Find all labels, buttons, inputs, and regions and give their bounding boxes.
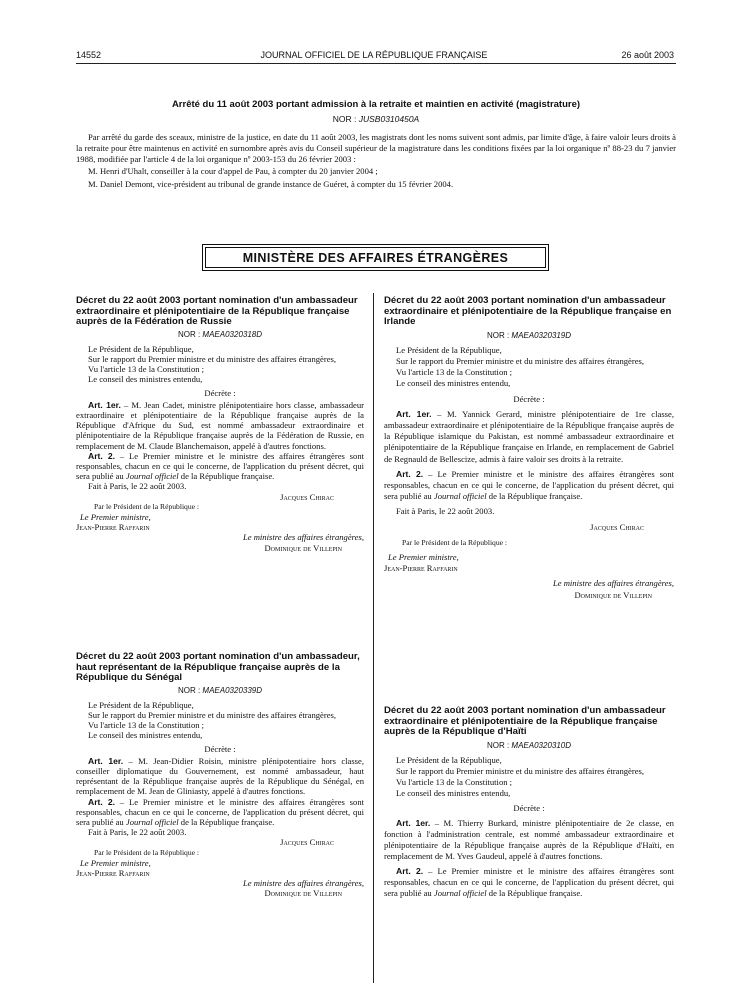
decree-text: Le conseil des ministres entendu, [396,378,511,389]
journal-title: JOURNAL OFFICIEL DE LA RÉPUBLIQUE FRANÇAISE [260,50,488,60]
article-1: Art. 1er. – M. Thierry Burkard, ministre plénipotentiaire de 2e classe, en fonction à l'administration centrale, est nommé ambassadeur extraordinaire et plénipotentiaire de la République française auprès de la République d'Haïti, en remplacement de M. Yves Gaudeul, appelé à d'autres fonctions. [384,817,674,861]
decree-text: Vu l'article 13 de la Constitution ; [396,776,513,787]
ministre-label: Le ministre des affaires étrangères, [552,578,674,589]
premier-ministre-name: Jean-Pierre Raffarin [384,563,458,574]
decree-title: Décret du 22 août 2003 portant nomination d'un ambassadeur extraordinaire et plénipotentiaire de la République française auprès de la Fédération de Russie [76,295,358,327]
arrete-nor: NOR : JUSB0310450A [332,114,420,124]
decree-nor: NOR : MAEA0320339D [177,685,263,695]
decree-title: Décret du 22 août 2003 portant nomination d'un ambassadeur extraordinaire et plénipotentiaire de la République française en Irlande [384,295,672,327]
decree-text: Le conseil des ministres entendu, [88,374,203,385]
ministre-label: Le ministre des affaires étrangères, [242,878,364,889]
decree-date: Fait à Paris, le 22 août 2003. [88,827,187,838]
article-2: Art. 2. – Le Premier ministre et le ministre des affaires étrangères sont responsables, chacun en ce qui le concerne, de l'application du présent décret, qui sera publié au Journal officiel de la République française. [76,796,365,827]
decree-nor: NOR : MAEA0320310D [486,740,572,750]
signature-president: Jacques Chirac [590,521,644,532]
decree-text: Le Président de la République, [88,699,194,710]
decree-text: Sur le rapport du Premier ministre et du ministre des affaires étrangères, [396,765,645,776]
decrete-label: Décrète : [513,802,545,813]
par-le-president: Par le Président de la République : [94,501,200,511]
article-2: Art. 2. – Le Premier ministre et le ministre des affaires étrangères sont responsables, chacun en ce qui le concerne, de l'application du présent décret, qui sera publié au Journal officiel de la République française. [384,468,675,502]
premier-ministre-name: Jean-Pierre Raffarin [76,867,150,878]
premier-ministre-label: Le Premier ministre, [388,551,459,562]
decree-text: Vu l'article 13 de la Constitution ; [396,367,513,378]
decree-irlande [384,296,674,601]
ministry-title: MINISTÈRE DES AFFAIRES ÉTRANGÈRES [205,247,546,268]
article-1: Art. 1er. – M. Jean Cadet, ministre plénipotentiaire hors classe, ambassadeur extraordinaire et plénipotentiaire de la République française auprès de la République d'Afrique du Sud, est nommé ambassadeur extraordinaire et plénipotentiaire de la République française auprès de la Fédération de Russie, en remplacement de M. Claude Blanchemaison, appelé à d'autres fonctions. [76,399,364,451]
decree-text: Vu l'article 13 de la Constitution ; [88,720,205,731]
article-1: Art. 1er. – M. Jean-Didier Roisin, ministre plénipotentiaire hors classe, conseiller diplomatique du Gouvernement, est nommé ambassadeur, haut représentant de la République française auprès de la République du Sénégal, en remplacement de M. Jean de Gliniasty, appelé à d'autres fonctions. [76,755,364,797]
decree-text: Le Président de la République, [396,344,502,355]
arrete-paragraph: M. Henri d'Uhalt, conseiller à la cour d'appel de Pau, à compter du 20 janvier 2004 ; [88,166,378,177]
par-le-president: Par le Président de la République : [402,537,508,547]
header-rule [76,63,676,64]
signature-president: Jacques Chirac [280,837,334,848]
premier-ministre-label: Le Premier ministre, [80,857,151,868]
premier-ministre-label: Le Premier ministre, [80,511,151,522]
decree-text: Vu l'article 13 de la Constitution ; [88,364,205,375]
ministre-name: Dominique de Villepin [574,589,652,600]
decree-text: Le conseil des ministres entendu, [396,787,511,798]
decree-text: Sur le rapport du Premier ministre et du ministre des affaires étrangères, [88,353,337,364]
decree-date: Fait à Paris, le 22 août 2003. [88,481,187,492]
arrete-paragraph: Par arrêté du garde des sceaux, ministre de la justice, en date du 11 août 2003, les magistrats dont les noms suivent sont admis, par limite d'âge, à faire valoir leurs droits à la retraite pour être maintenus en activité en surnombre après avis du Conseil supérieur de la magistrature dans les conditions fixées par la loi organique nº 88-23 du 7 janvier 1988, modifiée par l'article 4 de la loi organique nº 2003-153 du 26 février 2003 : [76,132,676,164]
decree-text: Sur le rapport du Premier ministre et du ministre des affaires étrangères, [88,709,337,720]
arrete-paragraph: M. Daniel Demont, vice-président au tribunal de grande instance de Guéret, à compter du 15 février 2004. [88,179,454,190]
decree-haiti [384,706,674,899]
arrete-title: Arrêté du 11 août 2003 portant admission à la retraite et maintien en activité (magistrature) [171,99,581,110]
decree-title: Décret du 22 août 2003 portant nomination d'un ambassadeur extraordinaire et plénipotentiaire de la République française auprès de la République d'Haïti [384,705,666,737]
decree-title: Décret du 22 août 2003 portant nomination d'un ambassadeur, haut représentant de la République française auprès de la République du Sénégal [76,651,360,683]
decree-text: Le conseil des ministres entendu, [88,730,203,741]
decrete-label: Décrète : [204,387,236,398]
premier-ministre-name: Jean-Pierre Raffarin [76,522,150,533]
article-1: Art. 1er. – M. Yannick Gerard, ministre plénipotentiaire de 1re classe, ambassadeur extraordinaire et plénipotentiaire de la République française auprès de la République islamique du Pakistan, est nommé ambassadeur extraordinaire et plénipotentiaire de la République française en Irlande, en remplacement de Gabriel de Regnauld de Bellescize, admis à faire valoir ses droits à la retraite. [384,408,674,464]
decree-text: Le Président de la République, [88,343,194,354]
page-number: 14552 [76,50,102,60]
par-le-president: Par le Président de la République : [94,847,200,857]
decree-nor: NOR : MAEA0320319D [486,330,572,340]
decrete-label: Décrète : [513,393,545,404]
article-2: Art. 2. – Le Premier ministre et le ministre des affaires étrangères sont responsables, chacun en ce qui le concerne, de l'application du présent décret, qui sera publié au Journal officiel de la République française. [384,865,675,898]
ministre-name: Dominique de Villepin [264,542,342,553]
decrete-label: Décrète : [204,743,236,754]
arrete-body [76,132,676,192]
decree-nor: NOR : MAEA0320318D [177,329,263,339]
decree-text: Sur le rapport du Premier ministre et du ministre des affaires étrangères, [396,355,645,366]
decree-date: Fait à Paris, le 22 août 2003. [396,506,495,517]
issue-date: 26 août 2003 [621,50,674,60]
ministry-box [202,244,549,271]
column-rule [373,293,374,983]
decree-senegal [76,652,364,899]
ministre-label: Le ministre des affaires étrangères, [242,532,364,543]
signature-president: Jacques Chirac [280,491,334,502]
decree-russie [76,296,364,553]
ministre-name: Dominique de Villepin [264,888,342,899]
article-2: Art. 2. – Le Premier ministre et le ministre des affaires étrangères sont responsables, chacun en ce qui le concerne, de l'application du présent décret, qui sera publié au Journal officiel de la République française. [76,450,365,482]
decree-text: Le Président de la République, [396,754,502,765]
